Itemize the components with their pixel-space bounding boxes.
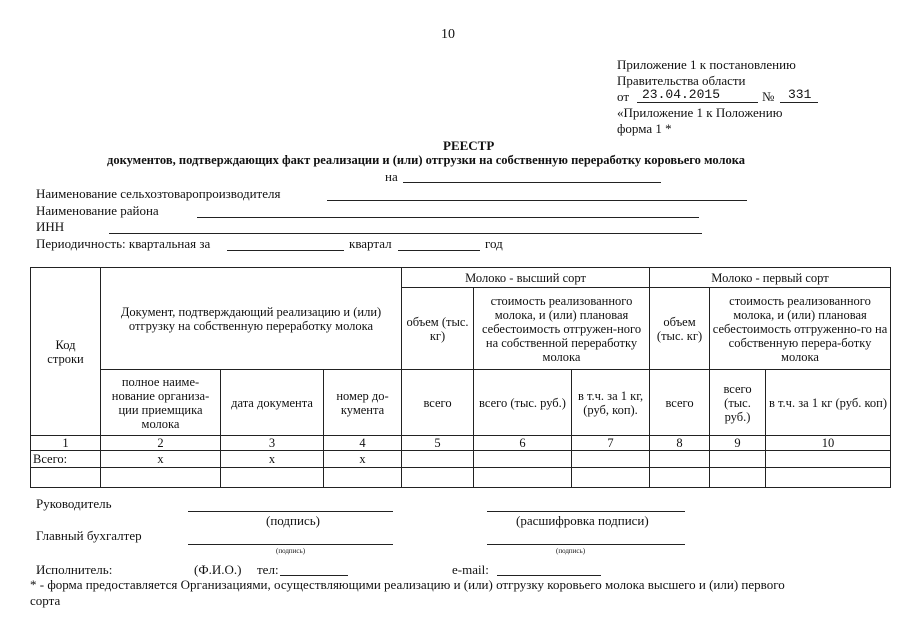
col-num: 10	[766, 436, 891, 451]
table-cell[interactable]	[474, 468, 572, 488]
table-cell[interactable]	[402, 451, 474, 468]
header-volume-top: объем (тыс. кг)	[402, 288, 474, 370]
appendix-line2: Правительства области	[617, 73, 746, 88]
appendix-line4: «Приложение 1 к Положению	[617, 105, 783, 120]
register-table	[30, 267, 891, 488]
table-cell[interactable]	[766, 468, 891, 488]
table-cell[interactable]	[31, 468, 101, 488]
col-num: 3	[221, 436, 324, 451]
quarter-label: квартал	[349, 236, 392, 251]
date-on-label: на	[385, 169, 398, 184]
inn-label: ИНН	[36, 219, 65, 234]
header-total-6: всего (тыс. руб.)	[474, 370, 572, 436]
period-label: Периодичность: квартальная за	[36, 236, 211, 251]
signature-decode-caption: (расшифровка подписи)	[516, 513, 649, 528]
header-per-kg-7: в т.ч. за 1 кг, (руб, коп).	[572, 370, 650, 436]
col-num: 2	[101, 436, 221, 451]
col-num: 7	[572, 436, 650, 451]
header-document: Документ, подтверждающий реализацию и (или) отгрузку на собственную переработку молока	[101, 268, 402, 370]
col-num: 1	[31, 436, 101, 451]
executor-label: Исполнитель:	[36, 562, 113, 577]
table-cell[interactable]	[650, 468, 710, 488]
fio-label: (Ф.И.О.)	[194, 562, 242, 577]
document-subtitle: документов, подтверждающих факт реализации и (или) отгрузки на собственную переработку коровьего молока	[107, 153, 746, 167]
table-cell[interactable]	[572, 451, 650, 468]
table-cell[interactable]	[650, 451, 710, 468]
head-label: Руководитель	[36, 496, 112, 511]
tel-label: тел:	[257, 562, 279, 577]
signature-small-caption: (подпись)	[276, 547, 306, 555]
appendix-number: 331	[788, 87, 812, 102]
appendix-line5: форма 1 *	[617, 121, 672, 136]
table-cell[interactable]	[766, 451, 891, 468]
accountant-label: Главный бухгалтер	[36, 528, 142, 543]
signature-caption: (подпись)	[266, 513, 320, 528]
appendix-number-prefix: №	[762, 89, 775, 104]
x-mark: x	[101, 451, 221, 468]
footnote-line2: сорта	[30, 593, 61, 608]
signature-small-caption-2: (подпись)	[556, 547, 586, 555]
x-mark: x	[324, 451, 402, 468]
col-num: 9	[710, 436, 766, 451]
col-num: 8	[650, 436, 710, 451]
appendix-line1: Приложение 1 к постановлению	[617, 57, 796, 72]
footnote-line1: * - форма предоставляется Организациями, осуществляющими реализацию и (или) отгрузку коровьего молока высшего и (или) первого	[30, 577, 785, 592]
producer-label: Наименование сельхозтоваропроизводителя	[36, 186, 281, 201]
col-num: 4	[324, 436, 402, 451]
table-cell[interactable]	[402, 468, 474, 488]
table-cell[interactable]	[324, 468, 402, 488]
x-mark: x	[221, 451, 324, 468]
table-cell[interactable]	[221, 468, 324, 488]
header-org: полное наиме-нование организа-ции приемщика молока	[101, 370, 221, 436]
header-milk-top-grade: Молоко - высший сорт	[402, 268, 650, 288]
header-cost-top: стоимость реализованного молока, и (или) плановая себестоимость отгружен-ного на собственной переработку молока	[474, 288, 650, 370]
appendix-from-prefix: от	[617, 89, 630, 104]
header-volume-first: объем (тыс. кг)	[650, 288, 710, 370]
page-number: 10	[441, 27, 455, 42]
table-cell[interactable]	[710, 451, 766, 468]
district-label: Наименование района	[36, 203, 159, 218]
header-per-kg-10: в т.ч. за 1 кг (руб. коп)	[766, 370, 891, 436]
header-doc-number: номер до-кумента	[324, 370, 402, 436]
table-cell[interactable]	[101, 468, 221, 488]
header-total-9: всего (тыс. руб.)	[710, 370, 766, 436]
header-cost-first: стоимость реализованного молока, и (или) плановая себестоимость отгруженно-го на собственную перера-ботку молока	[710, 288, 891, 370]
header-total-8: всего	[650, 370, 710, 436]
header-total-5: всего	[402, 370, 474, 436]
header-doc-date: дата документа	[221, 370, 324, 436]
col-num: 5	[402, 436, 474, 451]
col-num: 6	[474, 436, 572, 451]
table-cell[interactable]	[710, 468, 766, 488]
year-label: год	[485, 236, 503, 251]
email-label: e-mail:	[452, 562, 489, 577]
table-cell[interactable]	[572, 468, 650, 488]
table-cell[interactable]	[474, 451, 572, 468]
total-label: Всего:	[31, 451, 101, 468]
document-title: РЕЕСТР	[443, 138, 495, 153]
header-milk-first-grade: Молоко - первый сорт	[650, 268, 891, 288]
header-code: Код строки	[31, 268, 101, 436]
appendix-date: 23.04.2015	[642, 87, 721, 102]
